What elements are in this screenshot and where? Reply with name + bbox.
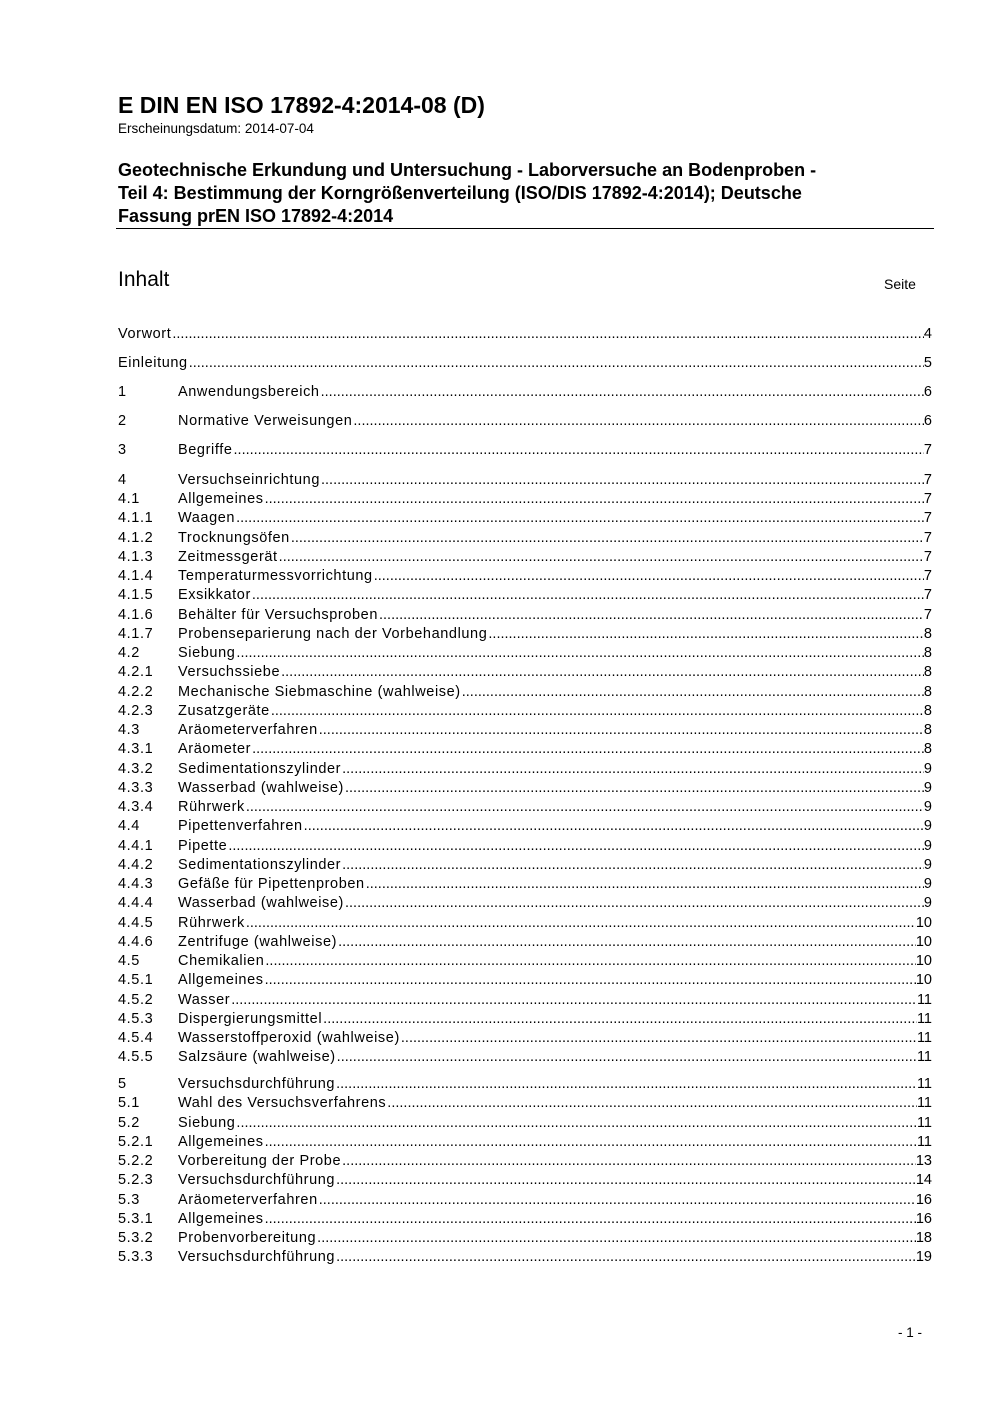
toc-entry-number: 4.1.1 — [118, 510, 154, 527]
toc-entry-page: 18 — [915, 1230, 932, 1247]
toc-dot-leader — [320, 471, 924, 490]
document-title — [118, 159, 918, 228]
toc-page-column-label: Seite — [884, 276, 916, 292]
toc-dot-leader — [318, 721, 924, 740]
toc-entry[interactable] — [118, 702, 932, 721]
toc-entry[interactable] — [118, 529, 932, 548]
toc-entry-number: 4.2.1 — [118, 664, 154, 681]
title-line-1: Geotechnische Erkundung und Untersuchung - Laborversuche an Bodenproben - — [118, 160, 817, 180]
toc-entry-page: 7 — [923, 568, 932, 584]
toc-entry-number: 5.2.3 — [118, 1172, 154, 1189]
toc-entry-number: 5.3.2 — [118, 1230, 154, 1247]
toc-dot-leader — [264, 1210, 916, 1229]
toc-entry-page: 11 — [916, 1076, 932, 1092]
toc-entry-title: Zentrifuge (wahlweise) — [178, 933, 338, 950]
toc-entry-number: 4.4 — [118, 818, 140, 835]
toc-entry[interactable] — [118, 1248, 932, 1267]
toc-entry-page: 7 — [923, 548, 932, 565]
toc-dot-leader — [378, 606, 924, 625]
toc-entry-page: 8 — [923, 741, 932, 758]
toc-entry-number: 4.1 — [118, 491, 140, 507]
toc-entry-page: 8 — [923, 722, 932, 738]
toc-entry-number: 1 — [118, 384, 127, 400]
toc-entry-page: 19 — [915, 1249, 932, 1266]
toc-entry-page: 8 — [923, 645, 932, 661]
toc-entry-title: Gefäße für Pipettenproben — [178, 876, 365, 892]
toc-entry-page: 7 — [923, 529, 932, 546]
toc-entry-number: 5 — [118, 1076, 127, 1092]
toc-entry-title: Versuchsdurchführung — [178, 1076, 336, 1092]
toc-entry-title: Salzsäure (wahlweise) — [178, 1049, 336, 1066]
toc-entry-number: 4.4.2 — [118, 856, 154, 873]
toc-entry-number: 4.5.2 — [118, 991, 154, 1008]
toc-entry-title: Anwendungsbereich — [178, 384, 320, 400]
toc-dot-leader — [337, 933, 916, 952]
toc-dot-leader — [341, 1152, 916, 1171]
toc-entry-page: 11 — [916, 1114, 932, 1131]
toc-entry-title: Normative Verweisungen — [178, 413, 353, 429]
toc-dot-leader — [318, 1191, 916, 1210]
toc-entry-number: 5.2 — [118, 1114, 140, 1131]
toc-entry-title: Trocknungsöfen — [178, 529, 290, 546]
toc-dot-leader — [251, 586, 924, 605]
toc-entry[interactable] — [118, 933, 932, 952]
toc-entry[interactable] — [118, 586, 932, 605]
toc-dot-leader — [335, 1248, 916, 1267]
document-id: E DIN EN ISO 17892-4:2014-08 (D) — [118, 92, 485, 118]
toc-entry-number: 4.5.5 — [118, 1049, 154, 1066]
toc-entry[interactable] — [118, 490, 932, 509]
toc-heading: Inhalt — [118, 268, 170, 291]
toc-entry-page: 10 — [915, 953, 932, 969]
toc-entry-page: 16 — [915, 1191, 932, 1208]
toc-entry[interactable] — [118, 412, 932, 431]
toc-entry[interactable] — [118, 1133, 932, 1152]
toc-dot-leader — [290, 529, 924, 548]
toc-entry[interactable] — [118, 817, 932, 836]
toc-entry-title: Temperaturmessvorrichtung — [178, 568, 373, 584]
toc-dot-leader — [171, 325, 924, 344]
toc-entry-page: 11 — [916, 1095, 932, 1112]
toc-entry-title: Sedimentationszylinder — [178, 856, 342, 873]
toc-dot-leader — [341, 856, 924, 875]
toc-dot-leader — [233, 441, 924, 460]
toc-dot-leader — [400, 1029, 917, 1048]
toc-entry-number: 4.1.5 — [118, 587, 154, 604]
toc-entry[interactable] — [118, 1114, 932, 1133]
toc-entry[interactable] — [118, 471, 932, 490]
toc-dot-leader — [251, 740, 924, 759]
toc-entry[interactable] — [118, 509, 932, 528]
toc-entry-title: Wasserbad (wahlweise) — [178, 779, 344, 796]
toc-entry-title: Wahl des Versuchsverfahrens — [178, 1095, 387, 1112]
toc-entry[interactable] — [118, 383, 932, 402]
toc-entry-title: Siebung — [178, 645, 236, 661]
toc-entry-page: 4 — [923, 326, 932, 342]
toc-dot-leader — [316, 1229, 916, 1248]
toc-entry-number: 4.3.3 — [118, 779, 154, 796]
toc-dot-leader — [487, 625, 924, 644]
toc-entry[interactable] — [118, 1010, 932, 1029]
toc-entry-page: 6 — [923, 384, 932, 400]
toc-entry-title: Zeitmessgerät — [178, 548, 278, 565]
toc-entry-page: 6 — [923, 413, 932, 429]
toc-entry-page: 9 — [923, 779, 932, 796]
toc-entry-number: 5.2.2 — [118, 1153, 154, 1170]
toc-dot-leader — [303, 817, 924, 836]
toc-entry[interactable] — [118, 1029, 932, 1048]
toc-entry-page: 16 — [915, 1210, 932, 1227]
toc-entry-number: 4.5.4 — [118, 1030, 154, 1046]
toc-entry-title: Wasser — [178, 991, 231, 1008]
toc-entry-title: Dispergierungsmittel — [178, 1010, 323, 1027]
toc-entry-page: 7 — [923, 510, 932, 527]
toc-entry-page: 7 — [923, 442, 932, 458]
toc-entry[interactable] — [118, 952, 932, 971]
page-number: - 1 - — [898, 1325, 923, 1340]
toc-entry-number: 4.1.2 — [118, 529, 154, 546]
toc-entry-title: Begriffe — [178, 442, 233, 458]
toc-entry-page: 11 — [916, 991, 932, 1008]
toc-entry-title: Pipettenverfahren — [178, 818, 303, 835]
toc-entry[interactable] — [118, 1229, 932, 1248]
toc-entry-number: 4.5.3 — [118, 1010, 154, 1027]
toc-entry[interactable] — [118, 683, 932, 702]
toc-entry-page: 13 — [915, 1153, 932, 1170]
toc-dot-leader — [386, 1094, 917, 1113]
toc-entry[interactable] — [118, 1048, 932, 1067]
toc-entry-number: 4.4.5 — [118, 914, 154, 931]
toc-entry[interactable] — [118, 760, 932, 779]
toc-dot-leader — [373, 567, 924, 586]
toc-entry-title: Probenseparierung nach der Vorbehandlung — [178, 625, 488, 642]
toc-dot-leader — [270, 702, 924, 721]
toc-entry[interactable] — [118, 740, 932, 759]
toc-entry-number: 4.1.3 — [118, 548, 154, 565]
toc-dot-leader — [264, 490, 924, 509]
toc-entry-page: 10 — [915, 914, 932, 931]
toc-entry-number: 4.5.1 — [118, 972, 154, 989]
toc-entry-page: 5 — [923, 355, 932, 371]
toc-entry-page: 14 — [915, 1172, 932, 1189]
toc-dot-leader — [235, 1114, 917, 1133]
toc-entry-title: Allgemeines — [178, 1210, 264, 1227]
toc-dot-leader — [264, 971, 916, 990]
toc-entry-title: Probenvorbereitung — [178, 1230, 317, 1247]
toc-entry-number: 5.3.3 — [118, 1249, 154, 1266]
toc-dot-leader — [461, 683, 924, 702]
toc-entry-title: Aräometer — [178, 741, 252, 758]
toc-dot-leader — [336, 1048, 917, 1067]
toc-dot-leader — [230, 991, 917, 1010]
toc-entry[interactable] — [118, 644, 932, 663]
toc-entry-title: Wasserstoffperoxid (wahlweise) — [178, 1030, 400, 1046]
toc-entry-title: Siebung — [178, 1114, 236, 1131]
toc-entry[interactable] — [118, 441, 932, 460]
toc-entry[interactable] — [118, 567, 932, 586]
toc-entry-page: 8 — [923, 702, 932, 719]
toc-entry-number: 4.3.1 — [118, 741, 154, 758]
publication-date: Erscheinungsdatum: 2014-07-04 — [118, 121, 314, 136]
toc-entry[interactable] — [118, 798, 932, 817]
toc-entry-page: 8 — [923, 664, 932, 681]
toc-entry-page: 11 — [916, 1010, 932, 1027]
toc-entry-title: Vorwort — [118, 326, 172, 342]
toc-entry-page: 9 — [923, 760, 932, 777]
toc-entry[interactable] — [118, 663, 932, 682]
toc-entry-page: 8 — [923, 625, 932, 642]
toc-entry[interactable] — [118, 837, 932, 856]
toc-dot-leader — [365, 875, 924, 894]
toc-entry-title: Rührwerk — [178, 799, 245, 815]
toc-entry[interactable] — [118, 779, 932, 798]
toc-entry-title: Wasserbad (wahlweise) — [178, 895, 344, 912]
toc-entry-number: 5.3.1 — [118, 1210, 154, 1227]
toc-entry-title: Rührwerk — [178, 914, 245, 931]
toc-entry-number: 5.3 — [118, 1191, 140, 1208]
toc-entry-number: 5.1 — [118, 1095, 140, 1112]
toc-entry-page: 8 — [923, 683, 932, 700]
toc-entry-page: 11 — [916, 1049, 932, 1066]
toc-entry-title: Aräometerverfahren — [178, 722, 318, 738]
toc-entry-number: 4 — [118, 472, 127, 488]
toc-entry[interactable] — [118, 325, 932, 344]
toc-dot-leader — [245, 914, 916, 933]
title-divider — [116, 228, 934, 229]
toc-entry-title: Versuchsdurchführung — [178, 1249, 336, 1266]
toc-entry-title: Behälter für Versuchsproben — [178, 606, 378, 623]
toc-entry-title: Versuchsdurchführung — [178, 1172, 336, 1189]
toc-entry[interactable] — [118, 625, 932, 644]
toc-entry-number: 4.5 — [118, 953, 140, 969]
toc-dot-leader — [264, 1133, 917, 1152]
toc-dot-leader — [335, 1075, 917, 1094]
toc-dot-leader — [280, 663, 924, 682]
toc-entry[interactable] — [118, 1210, 932, 1229]
toc-dot-leader — [245, 798, 924, 817]
toc-entry-title: Exsikkator — [178, 587, 251, 604]
toc-entry[interactable] — [118, 1191, 932, 1210]
toc-entry-number: 4.2.3 — [118, 702, 154, 719]
toc-entry-page: 7 — [923, 472, 932, 488]
toc-entry-title: Allgemeines — [178, 1133, 264, 1150]
toc-dot-leader — [341, 760, 924, 779]
title-line-3: Fassung prEN ISO 17892-4:2014 — [118, 206, 394, 226]
toc-entry-page: 10 — [915, 933, 932, 950]
toc-entry[interactable] — [118, 354, 932, 373]
toc-entry-title: Allgemeines — [178, 972, 264, 989]
toc-entry-number: 4.4.4 — [118, 895, 154, 912]
toc-entry-number: 4.3.2 — [118, 760, 154, 777]
toc-entry[interactable] — [118, 721, 932, 740]
toc-entry-title: Allgemeines — [178, 491, 264, 507]
toc-dot-leader — [322, 1010, 917, 1029]
title-line-2: Teil 4: Bestimmung der Korngrößenverteilung (ISO/DIS 17892-4:2014); Deutsche — [118, 183, 802, 203]
toc-entry-title: Pipette — [178, 837, 228, 854]
toc-entry-page: 9 — [923, 799, 932, 815]
toc-dot-leader — [352, 412, 924, 431]
toc-entry[interactable] — [118, 856, 932, 875]
toc-entry[interactable] — [118, 1171, 932, 1190]
toc-dot-leader — [320, 383, 924, 402]
toc-dot-leader — [264, 952, 915, 971]
toc-entry[interactable] — [118, 1094, 932, 1113]
toc-entry-page: 9 — [923, 818, 932, 835]
toc-entry[interactable] — [118, 1152, 932, 1171]
toc-entry-page: 9 — [923, 856, 932, 873]
toc-entry-title: Zusatzgeräte — [178, 702, 270, 719]
toc-dot-leader — [335, 1171, 916, 1190]
toc-entry-title: Mechanische Siebmaschine (wahlweise) — [178, 683, 461, 700]
toc-entry-title: Versuchssiebe — [178, 664, 281, 681]
toc-entry-title: Waagen — [178, 510, 236, 527]
toc-entry-title: Sedimentationszylinder — [178, 760, 342, 777]
toc-entry-title: Chemikalien — [178, 953, 265, 969]
toc-entry[interactable] — [118, 971, 932, 990]
toc-entry-number: 4.1.4 — [118, 568, 154, 584]
toc-entry[interactable] — [118, 548, 932, 567]
toc-entry-number: 4.1.7 — [118, 625, 154, 642]
toc-entry-number: 5.2.1 — [118, 1133, 154, 1150]
toc-entry-page: 10 — [915, 972, 932, 989]
toc-entry-number: 4.4.3 — [118, 876, 154, 892]
toc-entry-page: 7 — [923, 587, 932, 604]
toc-entry-number: 2 — [118, 413, 127, 429]
toc-dot-leader — [278, 548, 924, 567]
toc-entry-number: 4.2.2 — [118, 683, 154, 700]
toc-entry[interactable] — [118, 894, 932, 913]
toc-entry-page: 7 — [923, 606, 932, 623]
toc-entry-page: 9 — [923, 837, 932, 854]
toc-entry-title: Einleitung — [118, 355, 188, 371]
toc-entry-number: 4.4.1 — [118, 837, 154, 854]
toc-entry-number: 3 — [118, 442, 127, 458]
toc-entry-number: 4.4.6 — [118, 933, 154, 950]
toc-entry[interactable] — [118, 914, 932, 933]
toc-entry[interactable] — [118, 1075, 932, 1094]
toc-entry[interactable] — [118, 875, 932, 894]
toc-entry-page: 9 — [923, 895, 932, 912]
toc-entry-title: Aräometerverfahren — [178, 1191, 318, 1208]
toc-entry-page: 9 — [923, 876, 932, 892]
toc-entry-number: 4.3.4 — [118, 799, 154, 815]
toc-dot-leader — [344, 894, 924, 913]
toc-entry-page: 7 — [923, 491, 932, 507]
toc-entry-page: 11 — [916, 1030, 932, 1046]
toc-dot-leader — [227, 837, 924, 856]
toc-entry-title: Vorbereitung der Probe — [178, 1153, 342, 1170]
toc-dot-leader — [344, 779, 924, 798]
toc-entry-number: 4.2 — [118, 645, 140, 661]
toc-entry-title: Versuchseinrichtung — [178, 472, 320, 488]
toc-entry-number: 4.3 — [118, 722, 140, 738]
toc-dot-leader — [235, 509, 924, 528]
toc-entry-page: 11 — [916, 1133, 932, 1150]
toc-entry-number: 4.1.6 — [118, 606, 154, 623]
toc-dot-leader — [188, 354, 924, 373]
toc-entry[interactable] — [118, 991, 932, 1010]
toc-dot-leader — [235, 644, 924, 663]
toc-entry[interactable] — [118, 606, 932, 625]
